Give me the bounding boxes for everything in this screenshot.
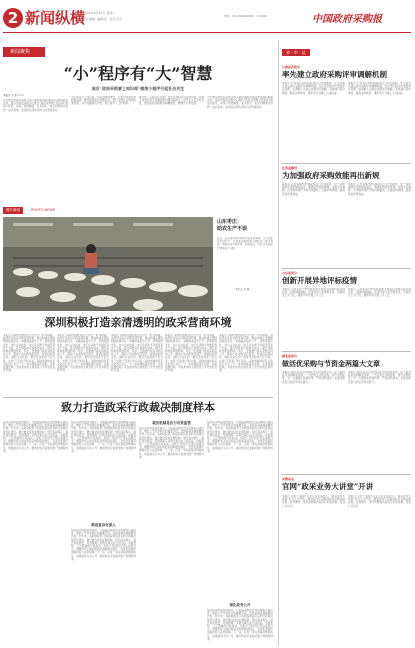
divider-1 — [3, 397, 273, 398]
article-adjudication — [3, 399, 273, 644]
phone-line: 电话: 010-66000000 · 00000 — [224, 14, 267, 18]
shenzhen-title: 深圳积极打造亲清透明的政采营商环境 — [44, 316, 232, 329]
adjudication-col-3: 在政府采购监管实践中，行政裁决制度作为化解供应商投诉、维护公平竞争秩序的重要手段，发挥着越来越重要的作用。近年来，各地财政部门积极探索政府采购行政裁决规范化建设，通过健全投诉处理机制、规范裁决程序、提升裁决质量，有效保障了采购当事人的合法权益。实践表明，公正高效的行政裁决，有助于及时纠正违法违规行为，增强市场主体对政府采购制度的信任，为优化营商环境提供有力法治保障。下一步，应进一步完善裁决规则体系，加强裁决文书公开，推动形成可复制可推广的制度样本。 — [139, 427, 204, 459]
sidebar-5-col-1: 本报讯 为进一步提升从业人员业务能力，“政采业务大讲堂”近日正式开讲，邀请业内专家围绕政府采购法律法规、实务操作、常见问题等内容进行系统讲解，受到广泛好评。 — [282, 495, 345, 508]
sidebar-3-col-2: 本报讯 山东省济宁市积极创新开展政府采购远程异地评标，突破地域限制，实现评审专家资源共享，有效防范人为干扰，确保评审过程公平公正。 — [348, 288, 411, 298]
adjudication-title: 致力打造政采行政裁决制度样本 — [61, 401, 215, 414]
sidebar-4-tag: 湖北省武汉 — [282, 354, 298, 358]
sidebar-2-col-2: 本报讯 江西省赣州市财政局近日出台新规，进一步加强政府采购效能建设，明确采购需求管理、采购文件编制、评审组织等环节的具体要求，压缩采购周期，提高资金使用效益。 — [348, 183, 411, 196]
sidebar-4-col-2: 本报讯 湖北省武汉市财政局坚持问题导向，深入推进政府采购制度改革，一方面优化采购流程，提升采购质量；另一方面强化预算约束，严控采购成本，实现采购质量与资金节约双提升。 — [348, 371, 411, 384]
adjudication-col-2: 在政府采购监管实践中，行政裁决制度作为化解供应商投诉、维护公平竞争秩序的重要手段，发挥着越来越重要的作用。近年来，各地财政部门积极探索政府采购行政裁决规范化建设，通过健全投诉处理机制、规范裁决程序、提升裁决质量，有效保障了采购当事人的合法权益。实践表明，公正高效的行政裁决，有助于及时纠正违法违规行为，增强市场主体对政府采购制度的信任，为优化营商环境提供有力法治保障。下一步，应进一步完善裁决规则体系，加强裁决文书公开，推动形成可复制可推广的制度样本。 — [71, 421, 136, 453]
sidebar-2-title: 为加强政府采购效能再出新规 — [282, 171, 380, 180]
main-col-4: 为方便全市政府采购当事人随时随地查询法律法规和政策文件，南京市政府采购中心推出“政府采购掌上知识库”微信小程序，实现了政策解读、业务指引、常见问题等内容的一站式查询，受到供应商和采购人的普遍欢迎。 — [207, 96, 273, 109]
sidebar-1-tag: 甘肃省庆阳市 — [282, 65, 301, 69]
header-rule — [3, 32, 411, 33]
adjudication-subhead-1: 推进复杂化深入 — [91, 523, 116, 527]
photo-caption-title: 山东枣庄： 助农生产不误 — [217, 219, 248, 232]
sidebar-div-3 — [282, 351, 411, 352]
sidebar-1-col-1: 本报讯 甘肃省庆阳市财政局近日印发通知，在全省率先建立政府采购评审调解机制，对评审过程中出现的争议问题，由调解人员依法依规进行调解，有效减少投诉事项，提高采购效率，维护各方当事人合法权益。 — [282, 82, 345, 95]
main-article — [3, 58, 273, 208]
main-byline: 本报讯 记者 ××× — [3, 94, 25, 97]
adjudication-subhead-2: 裁决机制是有力有效监管 — [152, 421, 191, 425]
adjudication-subhead-3: 深化政务公开 — [229, 603, 251, 607]
shenzhen-col-1: 本报讯 深圳市财政局近日出台一系列举措，持续优化政府采购营商环境，推动构建亲清透明的政商关系。举措涵盖信息公开、采购流程优化、中小企业扶持、电子化采购平台建设等多个方面，着力降低供应商参与成本，提升采购效率和透明度。其中，全面推行政府采购意向公开，提前公布采购项目信息；取消投标保证金，减轻企业负担；推进全流程电子化交易，实现“不见面”开标评标。深圳市财政局有关负责人表示，下一步将继续深化改革，完善监督机制，为各类市场主体营造公平竞争的良好环境。 — [3, 334, 55, 373]
sidebar-4-title: 做活优采购与节资金两篇大文章 — [282, 359, 380, 368]
adjudication-col-2b: 在政府采购监管实践中，行政裁决制度作为化解供应商投诉、维护公平竞争秩序的重要手段，发挥着越来越重要的作用。近年来，各地财政部门积极探索政府采购行政裁决规范化建设，通过健全投诉处理机制、规范裁决程序、提升裁决质量，有效保障了采购当事人的合法权益。实践表明，公正高效的行政裁决，有助于及时纠正违法违规行为，增强市场主体对政府采购制度的信任，为优化营商环境提供有力法治保障。下一步，应进一步完善裁决规则体系，加强裁决文书公开，推动形成可复制可推广的制度样本。 — [71, 529, 136, 561]
main-col-2: 该小程序自上线以来，访问量持续增长，已累计收录各类政策法规、操作指南和问答数百条，用户可通过关键词快速检索，并可收藏常用内容，极大提升了工作效率。 — [71, 96, 136, 106]
photo-credit: （本报记者 摄） — [233, 288, 252, 291]
sidebar-2-col-1: 本报讯 江西省赣州市财政局近日出台新规，进一步加强政府采购效能建设，明确采购需求管理、采购文件编制、评审组织等环节的具体要求，压缩采购周期，提高资金使用效益。 — [282, 183, 345, 196]
photo-tag: 图片新闻 — [3, 207, 23, 214]
sidebar-1-title: 率先建立政府采购评审调解机制 — [282, 70, 387, 79]
page-number-badge: 2 — [3, 8, 23, 28]
sidebar-tag: 省 · 市 · 县 — [282, 49, 310, 56]
sidebar-div-2 — [282, 268, 411, 269]
sidebar-5-tag: 采购动态 — [282, 477, 295, 481]
sidebar-4-col-1: 本报讯 湖北省武汉市财政局坚持问题导向，深入推进政府采购制度改革，一方面优化采购流程，提升采购质量；另一方面强化预算约束，严控采购成本，实现采购质量与资金节约双提升。 — [282, 371, 345, 384]
factory-photo — [3, 217, 213, 311]
shenzhen-col-5: 本报讯 深圳市财政局近日出台一系列举措，持续优化政府采购营商环境，推动构建亲清透明的政商关系。举措涵盖信息公开、采购流程优化、中小企业扶持、电子化采购平台建设等多个方面，着力降低供应商参与成本，提升采购效率和透明度。其中，全面推行政府采购意向公开，提前公布采购项目信息；取消投标保证金，减轻企业负担；推进全流程电子化交易，实现“不见面”开标评标。深圳市财政局有关负责人表示，下一步将继续深化改革，完善监督机制，为各类市场主体营造公平竞争的良好环境。 — [219, 334, 273, 373]
masthead: 中国政府采购报 — [312, 14, 382, 25]
section-name: 新闻纵横 — [25, 9, 86, 27]
adjudication-col-4b: 在政府采购监管实践中，行政裁决制度作为化解供应商投诉、维护公平竞争秩序的重要手段，发挥着越来越重要的作用。近年来，各地财政部门积极探索政府采购行政裁决规范化建设，通过健全投诉处理机制、规范裁决程序、提升裁决质量，有效保障了采购当事人的合法权益。实践表明，公正高效的行政裁决，有助于及时纠正违法违规行为，增强市场主体对政府采购制度的信任，为优化营商环境提供有力法治保障。下一步，应进一步完善裁决规则体系，加强裁决文书公开，推动形成可复制可推广的制度样本。 — [207, 609, 273, 641]
main-col-1: 为方便全市政府采购当事人随时随地查询法律法规和政策文件，南京市政府采购中心推出“政府采购掌上知识库”微信小程序，实现了政策解读、业务指引、常见问题等内容的一站式查询，受到供应商和采购人的普遍欢迎。 — [3, 99, 68, 112]
sidebar — [278, 40, 412, 646]
article-shenzhen — [3, 314, 273, 396]
photo-caption-body: 近日，山东省枣庄市某纺织企业车间内，工人们正在忙碌生产。当地政府积极落实稳经济一揽子政策，帮助企业开拓市场、稳定就业，为经济平稳运行提供有力支撑。 — [217, 237, 273, 250]
sidebar-5-col-2: 本报讯 为进一步提升从业人员业务能力，“政采业务大讲堂”近日正式开讲，邀请业内专家围绕政府采购法律法规、实务操作、常见问题等内容进行系统讲解，受到广泛好评。 — [348, 495, 411, 508]
shenzhen-col-3: 本报讯 深圳市财政局近日出台一系列举措，持续优化政府采购营商环境，推动构建亲清透明的政商关系。举措涵盖信息公开、采购流程优化、中小企业扶持、电子化采购平台建设等多个方面，着力降低供应商参与成本，提升采购效率和透明度。其中，全面推行政府采购意向公开，提前公布采购项目信息；取消投标保证金，减轻企业负担；推进全流程电子化交易，实现“不见面”开标评标。深圳市财政局有关负责人表示，下一步将继续深化改革，完善监督机制，为各类市场主体营造公平竞争的良好环境。 — [111, 334, 163, 373]
main-subtitle: 南京“政府采购掌上知识库”微信小程序引起社会关注 — [91, 86, 185, 91]
main-col-3: 据介绍，小程序还设置了在线咨询和意见反馈功能，采购人和供应商可将遇到的问题直接提交，由专业人员及时答复，推动政府采购服务向精细化、便捷化方向发展。 — [139, 96, 204, 106]
sidebar-1-col-2: 本报讯 甘肃省庆阳市财政局近日印发通知，在全省率先建立政府采购评审调解机制，对评审过程中出现的争议问题，由调解人员依法依规进行调解，有效减少投诉事项，提高采购效率，维护各方当事人合法权益。 — [348, 82, 411, 95]
photo-tag-en: PHOTO NEWS — [31, 208, 56, 212]
factory-photo-svg — [3, 217, 213, 311]
photo-news — [3, 207, 273, 312]
sidebar-3-tag: 山东省济宁 — [282, 271, 298, 275]
sidebar-2-tag: 江西省赣州 — [282, 166, 298, 170]
adjudication-col-1: 在政府采购监管实践中，行政裁决制度作为化解供应商投诉、维护公平竞争秩序的重要手段，发挥着越来越重要的作用。近年来，各地财政部门积极探索政府采购行政裁决规范化建设，通过健全投诉处理机制、规范裁决程序、提升裁决质量，有效保障了采购当事人的合法权益。实践表明，公正高效的行政裁决，有助于及时纠正违法违规行为，增强市场主体对政府采购制度的信任，为优化营商环境提供有力法治保障。下一步，应进一步完善裁决规则体系，加强裁决文书公开，推动形成可复制可推广的制度样本。 — [3, 421, 68, 453]
shenzhen-col-4: 本报讯 深圳市财政局近日出台一系列举措，持续优化政府采购营商环境，推动构建亲清透明的政商关系。举措涵盖信息公开、采购流程优化、中小企业扶持、电子化采购平台建设等多个方面，着力降低供应商参与成本，提升采购效率和透明度。其中，全面推行政府采购意向公开，提前公布采购项目信息；取消投标保证金，减轻企业负担；推进全流程电子化交易，实现“不见面”开标评标。深圳市财政局有关负责人表示，下一步将继续深化改革，完善监督机制，为各类市场主体营造公平竞争的良好环境。 — [165, 334, 217, 373]
sidebar-div-4 — [282, 474, 411, 475]
sidebar-3-col-1: 本报讯 山东省济宁市积极创新开展政府采购远程异地评标，突破地域限制，实现评审专家资源共享，有效防范人为干扰，确保评审过程公平公正。 — [282, 288, 345, 298]
shenzhen-col-2: 本报讯 深圳市财政局近日出台一系列举措，持续优化政府采购营商环境，推动构建亲清透明的政商关系。举措涵盖信息公开、采购流程优化、中小企业扶持、电子化采购平台建设等多个方面，着力降低供应商参与成本，提升采购效率和透明度。其中，全面推行政府采购意向公开，提前公布采购项目信息；取消投标保证金，减轻企业负担；推进全流程电子化交易，实现“不见面”开标评标。深圳市财政局有关负责人表示，下一步将继续深化改革，完善监督机制，为各类市场主体营造公平竞争的良好环境。 — [57, 334, 109, 373]
focus-tag: 新闻聚焦 — [3, 47, 45, 57]
sidebar-3-title: 创新开展异地评标疫情 — [282, 276, 357, 285]
main-title: “小”程序有“大”智慧 — [63, 64, 213, 83]
sidebar-5-title: 官网“政采业务大讲堂”开讲 — [282, 482, 374, 491]
adjudication-col-4: 在政府采购监管实践中，行政裁决制度作为化解供应商投诉、维护公平竞争秩序的重要手段，发挥着越来越重要的作用。近年来，各地财政部门积极探索政府采购行政裁决规范化建设，通过健全投诉处理机制、规范裁决程序、提升裁决质量，有效保障了采购当事人的合法权益。实践表明，公正高效的行政裁决，有助于及时纠正违法违规行为，增强市场主体对政府采购制度的信任，为优化营商环境提供有力法治保障。下一步，应进一步完善裁决规则体系，加强裁决文书公开，推动形成可复制可推广的制度样本。 — [207, 421, 273, 453]
date-line: 2022年8月30日 星期二 — [83, 11, 116, 15]
editor-line: 责任编辑: 编辑/张 · 版式设计 — [83, 17, 122, 21]
sidebar-div-1 — [282, 163, 411, 164]
